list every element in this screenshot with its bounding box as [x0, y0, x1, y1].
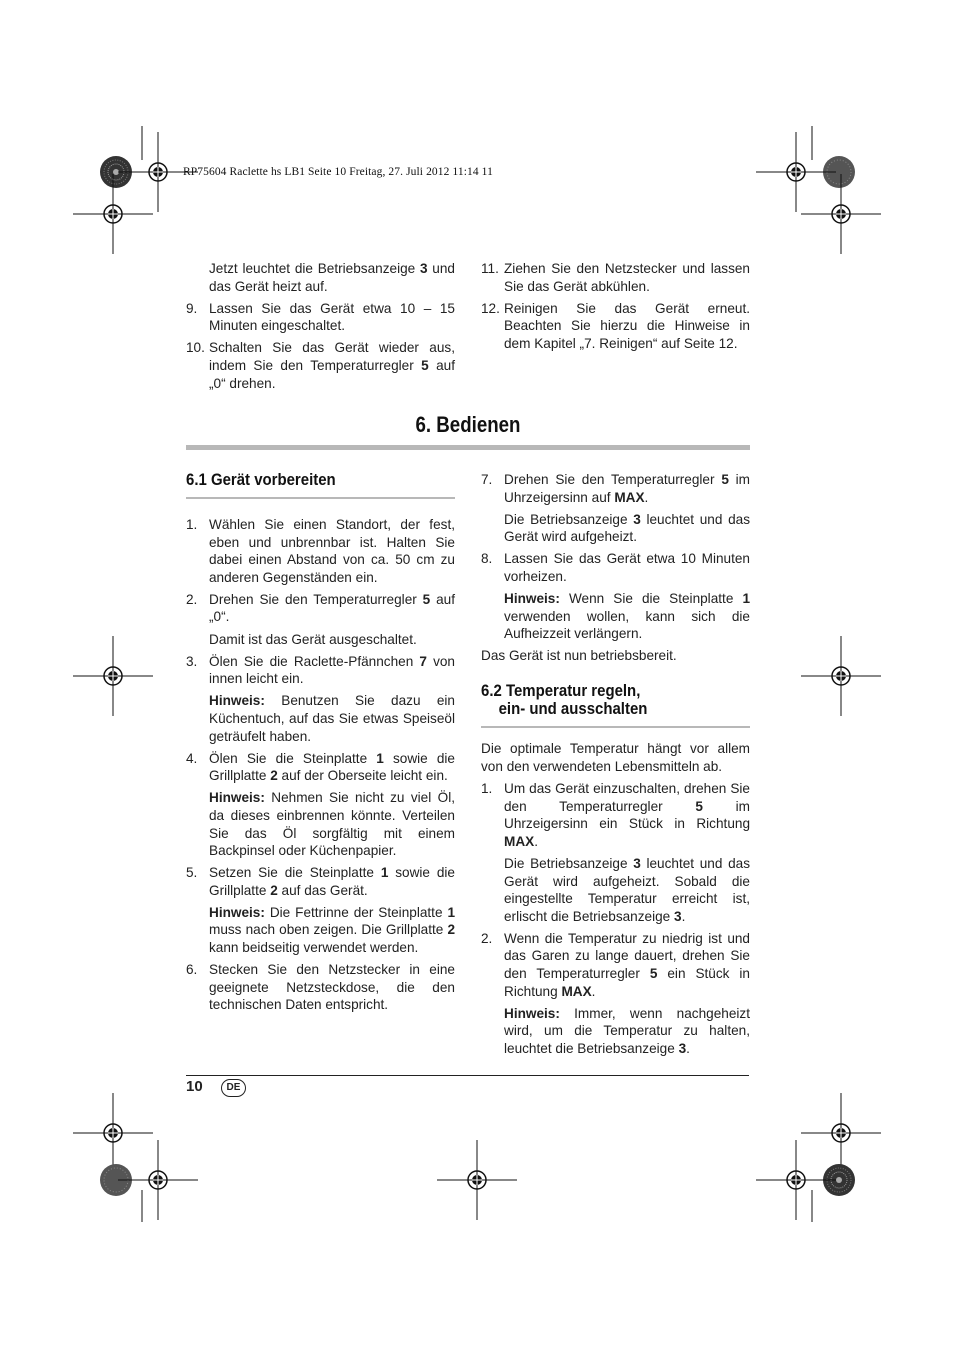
language-badge: DE [221, 1079, 246, 1097]
step-8-note: Jetzt leuchtet die Betriebsanzeige 3 und das Gerät heizt auf. [209, 261, 455, 294]
chapter-title: 6. Bedienen [415, 412, 521, 437]
section-6-2-title-line1: 6.2 Temperatur regeln, [481, 681, 641, 701]
step-12: 12. Reinigen Sie das Gerät erneut. Beachten Sie hierzu die Hinweise in dem Kapitel „7. Reinigen“ auf Seite 12. [481, 300, 750, 351]
section-6-2-title-line2: ein- und ausschalten [498, 699, 648, 719]
s2-step-2: 2. Wenn die Temperatur zu niedrig ist und das Garen zu lange dauert, drehen Sie den Temperaturregler 5 ein Stück in Richtung MAX. [481, 930, 750, 999]
s1-step-4: 4. Ölen Sie die Steinplatte 1 sowie die Grillplatte 2 auf der Oberseite leicht ein. [186, 750, 455, 784]
s1-step-7-note: Die Betriebsanzeige 3 leuchtet und das Gerät wird aufgeheizt. [504, 511, 750, 545]
s1-step-8: 8. Lassen Sie das Gerät etwa 10 Minuten vorheizen. [481, 551, 750, 584]
s1-step-1: 1. Wählen Sie einen Standort, der fest, eben und unbrennbar ist. Halten Sie dabei einen Abstand von ca. 50 cm zu anderen Gegenständen ein. [186, 517, 455, 585]
s1-step-2-note: Damit ist das Gerät ausgeschaltet. [209, 631, 417, 647]
s1-step-6: 6. Stecken Sie den Netzstecker in eine geeignete Netzsteckdose, die den technischen Daten entspricht. [186, 962, 455, 1013]
s2-intro: Die optimale Temperatur hängt vor allem von den verwendeten Lebensmitteln ab. [481, 741, 750, 775]
chapter-rule [186, 445, 750, 450]
s2-step-1: 1. Um das Gerät einzuschalten, drehen Sie den Temperaturregler 5 im Uhrzeigersinn ein Stück in Richtung MAX. [481, 781, 750, 849]
s1-closing: Das Gerät ist nun betriebsbereit. [481, 648, 677, 664]
top-right-column [481, 260, 750, 357]
s1-step-7: 7. Drehen Sie den Temperaturregler 5 im Uhrzeigersinn auf MAX. [481, 472, 751, 505]
s1-step-5-hint: Hinweis: Die Fettrinne der Steinplatte 1 muss nach oben zeigen. Die Grillplatte 2 kann beidseitig verwendet werden. [209, 904, 455, 956]
step-11: 11. Ziehen Sie den Netzstecker und lassen Sie das Gerät abkühlen. [481, 261, 750, 294]
s1-step-8-hint: Hinweis: Wenn Sie die Steinplatte 1 verwenden wollen, kann sich die Aufheizzeit verlängern. [504, 591, 750, 642]
page-number: 10 [186, 1078, 203, 1095]
print-slug: RP75604 Raclette hs LB1 Seite 10 Freitag, 27. Juli 2012 11:14 11 [183, 166, 493, 178]
s1-step-3: 3. Ölen Sie die Raclette-Pfännchen 7 von innen leicht ein. [186, 653, 455, 687]
s2-step-2-hint: Hinweis: Immer, wenn nachgeheizt wird, um die Temperatur zu halten, leuchtet die Betriebsanzeige 3. [504, 1005, 750, 1056]
right-column [481, 471, 750, 1062]
section-6-1 [186, 471, 455, 1018]
top-left-column [186, 260, 455, 397]
s1-step-4-hint: Hinweis: Nehmen Sie nicht zu viel Öl, da dieses einbrennen könnte. Verteilen Sie das Öl sorgfältig mit einem Backpinsel oder Küchenpapier. [209, 790, 455, 859]
step-9: 9. Lassen Sie das Gerät etwa 10 – 15 Minuten eingeschaltet. [186, 300, 455, 334]
section-6-1-rule [186, 497, 455, 499]
s1-step-3-hint: Hinweis: Benutzen Sie dazu ein Küchentuch, auf das Sie etwas Speiseöl geträufelt haben. [209, 693, 455, 744]
section-6-2-rule [481, 726, 750, 728]
section-6-1-title: 6.1 Gerät vorbereiten [186, 470, 336, 489]
footer-rule [186, 1075, 749, 1076]
s1-step-5: 5. Setzen Sie die Steinplatte 1 sowie die Grillplatte 2 auf das Gerät. [186, 865, 455, 898]
s1-step-2: 2. Drehen Sie den Temperaturregler 5 auf „0“. [186, 591, 455, 625]
s2-step-1-note: Die Betriebsanzeige 3 leuchtet und das Gerät wird aufgeheizt. Sobald die eingestellte Temperatur erreicht ist, erlischt die Betriebsanzeige 3. [504, 856, 750, 924]
step-10: 10. Schalten Sie das Gerät wieder aus, indem Sie den Temperaturregler 5 auf „0“ drehen. [186, 340, 455, 391]
